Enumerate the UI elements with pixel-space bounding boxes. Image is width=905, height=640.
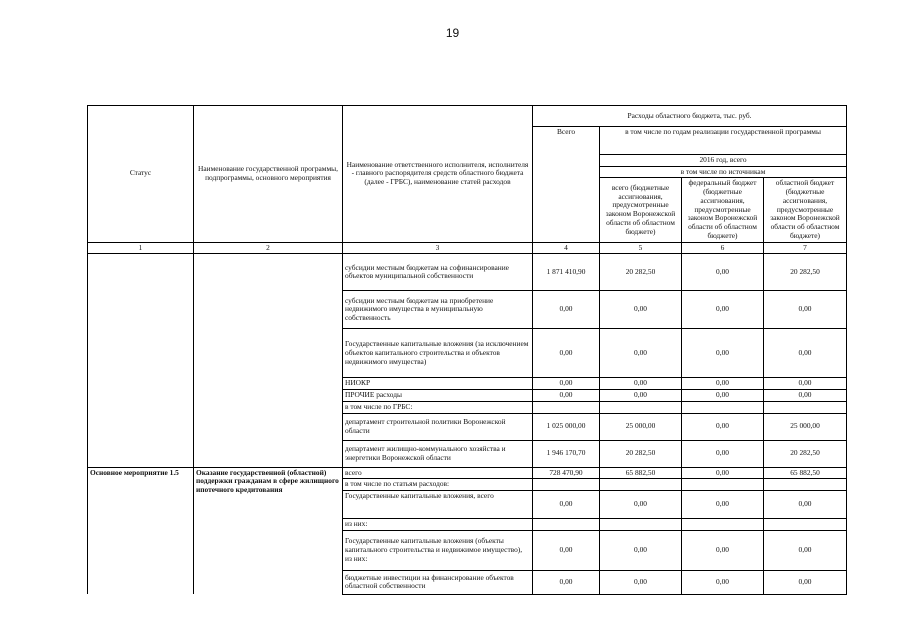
budget-table (87, 105, 847, 595)
header-program-name: Наименование государственной программы, подпрограммы, основного мероприятия (194, 106, 343, 243)
value-regional: 0,00 (764, 329, 847, 378)
status-cell (88, 254, 194, 467)
column-number: 3 (343, 242, 533, 254)
value-total (533, 401, 600, 413)
value-total: 0,00 (533, 570, 600, 594)
value-total: 1 946 170,70 (533, 440, 600, 467)
value-federal: 0,00 (682, 530, 764, 570)
header-total: Всего (533, 127, 600, 243)
expense-item-name: НИОКР (343, 378, 533, 390)
table-row (88, 254, 847, 291)
value-regional: 20 282,50 (764, 254, 847, 291)
expense-item-name: Государственные капитальные вложения (объекты капитального строительства и недвижимое имущество), из них: (343, 530, 533, 570)
column-number-row (88, 242, 847, 254)
value-source-total (600, 519, 682, 531)
value-federal: 0,00 (682, 329, 764, 378)
value-source-total: 0,00 (600, 570, 682, 594)
value-federal: 0,00 (682, 291, 764, 329)
header-expenses: Расходы областного бюджета, тыс. руб. (533, 106, 847, 127)
header-status: Статус (88, 106, 194, 243)
expense-item-name: Государственные капитальные вложения (за исключением объектов капитального строительства и объектов недвижимого имущества) (343, 329, 533, 378)
value-federal: 0,00 (682, 378, 764, 390)
column-number: 4 (533, 242, 600, 254)
value-total: 1 025 000,00 (533, 413, 600, 440)
value-source-total: 0,00 (600, 491, 682, 519)
value-federal: 0,00 (682, 467, 764, 479)
value-source-total: 0,00 (600, 291, 682, 329)
measure-status: Основное мероприятие 1.5 (88, 467, 194, 594)
column-number: 1 (88, 242, 194, 254)
measure-title: Оказание государственной (областной) поддержки гражданам в сфере жилищного ипотечного кредитования (194, 467, 343, 594)
value-source-total: 0,00 (600, 390, 682, 402)
expense-item-name: в том числе по ГРБС: (343, 401, 533, 413)
value-regional: 0,00 (764, 570, 847, 594)
value-total: 0,00 (533, 530, 600, 570)
value-source-total (600, 479, 682, 491)
value-regional: 0,00 (764, 491, 847, 519)
value-regional: 0,00 (764, 378, 847, 390)
program-cell (194, 254, 343, 467)
header-source-regional: областной бюджет (бюджетные ассигнования, предусмотренные законом Воронежской области об областном бюджете) (764, 178, 847, 242)
value-source-total: 20 282,50 (600, 254, 682, 291)
column-number: 6 (682, 242, 764, 254)
value-regional (764, 519, 847, 531)
expense-item-name: бюджетные инвестиции на финансирование объектов областной собственности (343, 570, 533, 594)
value-source-total (600, 401, 682, 413)
value-total: 728 470,90 (533, 467, 600, 479)
page-number: 19 (445, 26, 460, 40)
value-federal: 0,00 (682, 570, 764, 594)
value-federal: 0,00 (682, 254, 764, 291)
expense-item-name: субсидии местным бюджетам на софинансирование объектов муниципальной собственности (343, 254, 533, 291)
value-total: 0,00 (533, 291, 600, 329)
expense-item-name: субсидии местным бюджетам на приобретение недвижимого имущества в муниципальную собственность (343, 291, 533, 329)
value-regional: 25 000,00 (764, 413, 847, 440)
value-total (533, 519, 600, 531)
value-regional (764, 401, 847, 413)
value-source-total: 0,00 (600, 378, 682, 390)
column-number: 2 (194, 242, 343, 254)
header-by-years: в том числе по годам реализации государственной программы (600, 127, 847, 155)
value-regional: 20 282,50 (764, 440, 847, 467)
value-source-total: 65 882,50 (600, 467, 682, 479)
value-source-total: 25 000,00 (600, 413, 682, 440)
value-federal: 0,00 (682, 440, 764, 467)
value-total: 0,00 (533, 329, 600, 378)
header-row (88, 106, 847, 127)
value-source-total: 0,00 (600, 530, 682, 570)
value-regional: 65 882,50 (764, 467, 847, 479)
column-number: 7 (764, 242, 847, 254)
header-source-federal: федеральный бюджет (бюджетные ассигнования, предусмотренные законом Воронежской области об областном бюджете) (682, 178, 764, 242)
expense-item-name: всего (343, 467, 533, 479)
expense-item-name: ПРОЧИЕ расходы (343, 390, 533, 402)
value-total: 0,00 (533, 491, 600, 519)
value-total: 0,00 (533, 390, 600, 402)
value-federal (682, 519, 764, 531)
value-federal (682, 401, 764, 413)
expense-item-name: в том числе по статьям расходов: (343, 479, 533, 491)
value-federal: 0,00 (682, 390, 764, 402)
value-source-total: 0,00 (600, 329, 682, 378)
header-source-total: всего (бюджетные ассигнования, предусмотренные законом Воронежской области об областном бюджете) (600, 178, 682, 242)
header-year: 2016 год, всего (600, 155, 847, 167)
expense-item-name: из них: (343, 519, 533, 531)
value-total: 0,00 (533, 378, 600, 390)
value-federal: 0,00 (682, 491, 764, 519)
header-by-sources: в том числе по источникам (600, 166, 847, 178)
value-total (533, 479, 600, 491)
value-source-total: 20 282,50 (600, 440, 682, 467)
value-federal (682, 479, 764, 491)
expense-item-name: департамент жилищно-коммунального хозяйства и энергетики Воронежской области (343, 440, 533, 467)
expense-item-name: Государственные капитальные вложения, всего (343, 491, 533, 519)
value-regional: 0,00 (764, 291, 847, 329)
expense-item-name: департамент строительной политики Воронежской области (343, 413, 533, 440)
value-regional: 0,00 (764, 530, 847, 570)
value-total: 1 871 410,90 (533, 254, 600, 291)
value-federal: 0,00 (682, 413, 764, 440)
column-number: 5 (600, 242, 682, 254)
value-regional: 0,00 (764, 390, 847, 402)
value-regional (764, 479, 847, 491)
header-executor: Наименование ответственного исполнителя, исполнителя - главного распорядителя средств областного бюджета (далее - ГРБС), наименование статей расходов (343, 106, 533, 243)
table-row (88, 467, 847, 479)
